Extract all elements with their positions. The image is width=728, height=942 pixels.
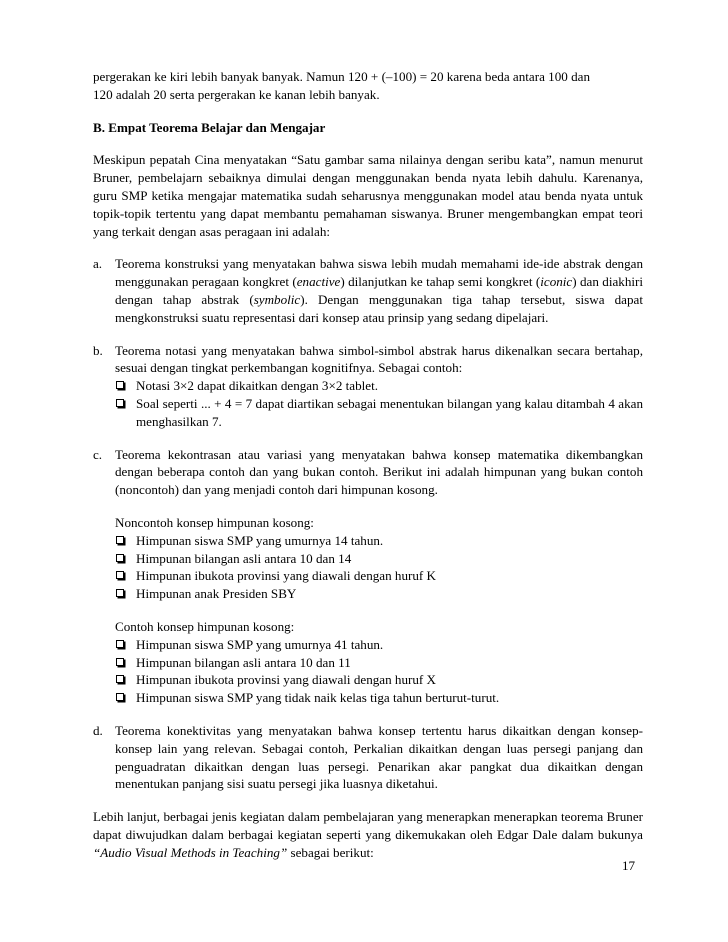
intro-paragraph: Meskipun pepatah Cina menyatakan “Satu gambar sama nilainya dengan seribu kata”, namun menurut Bruner, pembelajarn sebaiknya dimulai dengan menggunakan benda nyata lebih dahulu. Karenanya, guru SMP ketika mengajar matematika sudah seharusnya menggunakan model atau benda nyata untuk topik-topik tertentu yang dapat membantu pemahaman siswanya. Bruner mengembangkan empat teori yang terkait dengan asas peragaan ini adalah: xyxy=(93,152,643,239)
spacer xyxy=(93,240,643,255)
bullet-item xyxy=(93,567,643,585)
bullet-item xyxy=(93,377,643,395)
checkbox-bullet-icon xyxy=(116,571,124,579)
list-letter: b. xyxy=(93,342,103,358)
section-heading: B. Empat Teorema Belajar dan Mengajar xyxy=(93,119,326,135)
bullet-text: Himpunan bilangan asli antara 10 dan 11 xyxy=(136,654,351,670)
noncontoh-label: Noncontoh konsep himpunan kosong: xyxy=(115,514,314,530)
closing-text-2: sebagai berikut: xyxy=(287,844,374,860)
list-letter: d. xyxy=(93,722,103,738)
bullet-item xyxy=(93,585,643,603)
spacer xyxy=(93,793,643,808)
item-c-text: Teorema kekontrasan atau variasi yang menyatakan bahwa konsep matematika dikembangkan dengan beberapa contoh dan yang bukan contoh. Berikut ini adalah himpunan yang bukan contoh (noncontoh) dan yang menjadi contoh dari himpunan kosong. xyxy=(115,446,643,498)
item-d-text: Teorema konektivitas yang menyatakan bahwa konsep tertentu harus dikaitkan dengan konsep-konsep lain yang relevan. Sebagai contoh, Perkalian dikaitkan dengan luas persegi panjang dan penguadratan dikaitkan dengan luas persegi. Penarikan akar pangkat dua dikaitkan dengan menentukan panjang sisi suatu persegi jika luasnya diketahui. xyxy=(115,722,643,792)
list-item-b xyxy=(93,342,643,378)
document-page xyxy=(93,68,643,861)
bullet-text: Himpunan anak Presiden SBY xyxy=(136,586,297,602)
checkbox-bullet-icon xyxy=(116,675,124,683)
checkbox-bullet-icon xyxy=(116,589,124,597)
spacer xyxy=(93,431,643,446)
bullet-item xyxy=(93,532,643,550)
bullet-item xyxy=(93,636,643,654)
item-a-text-3: ) dan diakhiri dengan tahap abstrak ( xyxy=(115,274,643,307)
bullet-text: Himpunan ibukota provinsi yang diawali dengan huruf X xyxy=(136,672,437,688)
bullet-text: Himpunan bilangan asli antara 10 dan 14 xyxy=(136,550,352,566)
item-a-symbolic: symbolic xyxy=(253,291,301,307)
checkbox-bullet-icon xyxy=(116,536,124,544)
list-letter: c. xyxy=(93,446,103,462)
item-a-text-1: Teorema konstruksi yang menyatakan bahwa siswa lebih mudah memahami ide-ide abstrak dengan menggunakan peragaan kongkret ( xyxy=(115,256,643,290)
contoh-label: Contoh konsep himpunan kosong: xyxy=(115,618,295,634)
bullet-item xyxy=(93,550,643,568)
page-number: 17 xyxy=(622,858,636,873)
spacer xyxy=(93,136,643,151)
item-a-text-4: ). Dengan menggunakan tiga tahap tersebut, siswa dapat mengkonstruksi suatu representasi dari konsep atau prinsip yang sedang dipelajari. xyxy=(115,291,643,325)
bullet-item xyxy=(93,671,643,689)
spacer xyxy=(93,499,643,514)
spacer xyxy=(93,603,643,618)
spacer xyxy=(93,327,643,342)
checkbox-bullet-icon xyxy=(116,399,124,407)
bullet-item xyxy=(93,654,643,672)
spacer xyxy=(93,707,643,722)
checkbox-bullet-icon xyxy=(116,554,124,562)
continuation-line-1: pergerakan ke kiri lebih banyak banyak. Namun 120 + (–100) = 20 karena beda antara 100 dan xyxy=(93,69,590,84)
bullet-text: Himpunan siswa SMP yang umurnya 41 tahun. xyxy=(136,636,384,652)
closing-text-1: Lebih lanjut, berbagai jenis kegiatan dalam pembelajaran yang menerapkan menerapkan teorema Bruner dapat diwujudkan dalam berbagai kegiatan seperti yang dikemukakan oleh Edgar Dale dalam bukunya xyxy=(93,809,643,842)
item-a-text-2: ) dilanjutkan ke tahap semi kongkret ( xyxy=(340,274,541,290)
list-item-d xyxy=(93,722,643,793)
bullet-item xyxy=(93,395,643,431)
bullet-text: Soal seperti ... + 4 = 7 dapat diartikan sebagai menentukan bilangan yang kalau ditambah 4 akan menghasilkan 7. xyxy=(136,395,643,429)
book-title: “Audio Visual Methods in Teaching” xyxy=(93,844,288,860)
continuation-line-2: 120 adalah 20 serta pergerakan ke kanan lebih banyak. xyxy=(93,86,380,102)
list-item-a xyxy=(93,255,643,326)
closing-paragraph xyxy=(93,808,643,861)
bullet-text: Himpunan siswa SMP yang tidak naik kelas tiga tahun berturut-turut. xyxy=(136,690,500,706)
bullet-item xyxy=(93,689,643,707)
checkbox-bullet-icon xyxy=(116,640,124,648)
bullet-text: Himpunan ibukota provinsi yang diawali dengan huruf K xyxy=(136,568,437,584)
list-letter: a. xyxy=(93,256,103,272)
item-a-enactive: enactive xyxy=(296,274,341,290)
checkbox-bullet-icon xyxy=(116,381,124,389)
checkbox-bullet-icon xyxy=(116,693,124,701)
spacer xyxy=(93,104,643,119)
bullet-text: Notasi 3×2 dapat dikaitkan dengan 3×2 tablet. xyxy=(136,378,379,394)
list-item-c xyxy=(93,446,643,499)
checkbox-bullet-icon xyxy=(116,658,124,666)
item-a-iconic: iconic xyxy=(540,274,573,290)
bullet-text: Himpunan siswa SMP yang umurnya 14 tahun. xyxy=(136,532,384,548)
item-b-text: Teorema notasi yang menyatakan bahwa simbol-simbol abstrak harus dikenalkan secara bertahap, sesuai dengan tingkat perkembangan kognitifnya. Sebagai contoh: xyxy=(115,342,643,376)
